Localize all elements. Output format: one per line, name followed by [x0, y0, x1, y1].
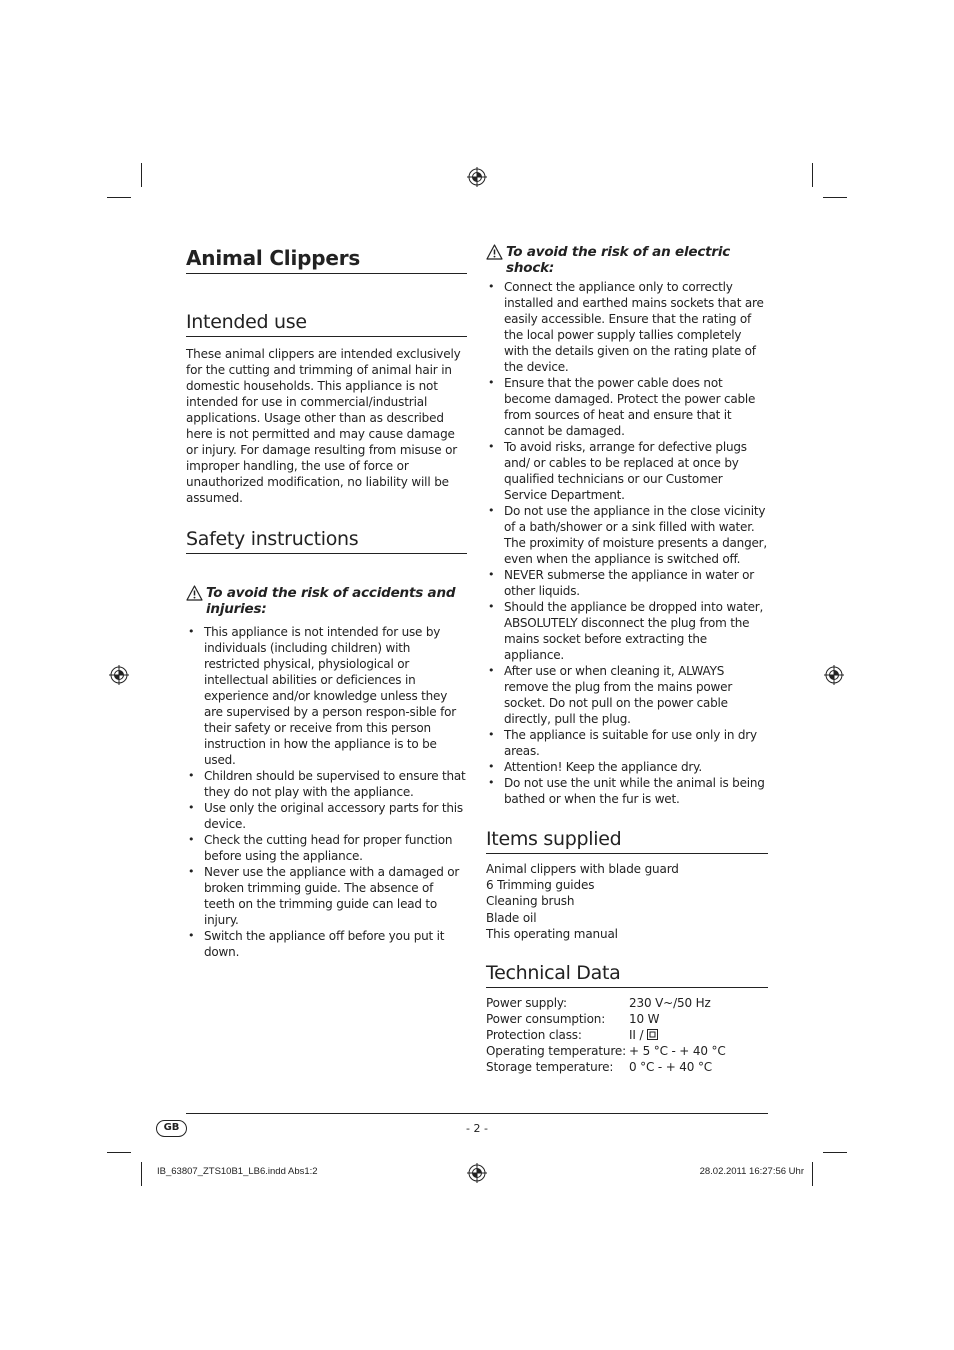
- shock-list: [486, 279, 768, 807]
- tech-value: 10 W: [629, 1012, 660, 1027]
- tech-value: II /: [629, 1028, 644, 1043]
- registration-mark-icon: [466, 166, 488, 188]
- technical-data-table: [486, 995, 726, 1075]
- page-number: - 2 -: [466, 1122, 488, 1135]
- list-item: • Use only the original accessory parts for this device.: [186, 800, 467, 832]
- list-item: • Never use the appliance with a damaged or broken trimming guide. The absence of teeth on the trimming guide can lead to injury.: [186, 864, 467, 928]
- list-item: • Do not use the appliance in the close vicinity of a bath/shower or a sink filled with water. The proximity of moisture presents a danger, even when the appliance is switched off.: [486, 503, 768, 567]
- intended-use-heading: Intended use: [186, 309, 467, 337]
- crop-mark-top-right-h: [823, 197, 847, 198]
- crop-mark-top-left-h: [107, 197, 131, 198]
- table-row: [486, 1059, 726, 1075]
- warning-triangle-icon: [186, 585, 203, 601]
- slug-timestamp: 28.02.2011 16:27:56 Uhr: [699, 1166, 804, 1177]
- table-row: [486, 1027, 726, 1043]
- table-row: [486, 1043, 726, 1059]
- footer-rule: [186, 1113, 768, 1114]
- list-item: • After use or when cleaning it, ALWAYS remove the plug from the mains power socket. Do not pull on the power cable directly, pull the plug.: [486, 663, 768, 727]
- tech-label: Storage temperature:: [486, 1060, 614, 1075]
- tech-value: 0 °C - + 40 °C: [629, 1060, 713, 1075]
- list-item: 6 Trimming guides: [486, 878, 595, 893]
- tech-value-cell: [629, 1027, 726, 1043]
- right-column: [486, 244, 768, 1075]
- list-item: • Check the cutting head for proper function before using the appliance.: [186, 832, 467, 864]
- registration-mark-icon: [823, 664, 845, 686]
- table-row: [486, 1011, 726, 1027]
- crop-mark-top-right-v: [812, 163, 813, 187]
- list-item: • Should the appliance be dropped into water, ABSOLUTELY disconnect the plug from the mains socket before extracting the appliance.: [486, 599, 768, 663]
- items-supplied-heading: Items supplied: [486, 826, 768, 854]
- crop-mark-bottom-right-v: [812, 1162, 813, 1186]
- table-row: [486, 995, 726, 1011]
- page-title: Animal Clippers: [186, 244, 467, 274]
- protection-class-ii-icon: [647, 1029, 658, 1040]
- language-badge: GB: [156, 1120, 187, 1137]
- shock-warning-heading: [486, 244, 768, 276]
- tech-value: 230 V~/50 Hz: [629, 996, 711, 1011]
- list-item: • This appliance is not intended for use by individuals (including children) with restricted physical, physiological or intellectual abilities or deficiences in experience and/or knowledge unless they are supervised by a person respon-sible for their safety or receive from this person instruction in how the appliance is to be used.: [186, 624, 467, 768]
- safety-heading: Safety instructions: [186, 526, 467, 554]
- registration-mark-icon: [108, 664, 130, 686]
- crop-mark-bottom-left-h: [107, 1152, 131, 1153]
- warning-triangle-icon: [486, 244, 503, 260]
- list-item: • Do not use the unit while the animal is being bathed or when the fur is wet.: [486, 775, 768, 807]
- list-item: • Connect the appliance only to correctly installed and earthed mains sockets that are easily accessible. Ensure that the rating of the local power supply tallies completely with the details given on the rating plate of the device.: [486, 279, 768, 375]
- intended-use-text: These animal clippers are intended exclusively for the cutting and trimming of animal hair in domestic households. This appliance is not intended for use in commercial/industrial applications. Usage other than as described here is not permitted and may cause damage or injury. For damage resulting from misuse or improper handling, the use of force or unauthorized modification, no liability will be assumed.: [186, 347, 461, 505]
- crop-mark-top-left-v: [141, 163, 142, 187]
- list-item: • The appliance is suitable for use only in dry areas.: [486, 727, 768, 759]
- registration-mark-icon: [466, 1162, 488, 1184]
- accidents-warning-heading: [186, 585, 467, 617]
- accidents-list: [186, 624, 467, 960]
- list-item: • Ensure that the power cable does not become damaged. Protect the power cable from sources of heat and ensure that it cannot be damaged.: [486, 375, 768, 439]
- tech-label: Protection class:: [486, 1028, 582, 1043]
- shock-warning-text: To avoid the risk of an electric shock:: [506, 244, 731, 276]
- list-item: • To avoid risks, arrange for defective plugs and/ or cables to be replaced at once by qualified technicians or our Customer Service Department.: [486, 439, 768, 503]
- tech-value: + 5 °C - + 40 °C: [629, 1044, 726, 1059]
- list-item: • Switch the appliance off before you put it down.: [186, 928, 467, 960]
- left-column: [186, 244, 467, 960]
- list-item: Cleaning brush: [486, 894, 575, 909]
- items-supplied-list: [486, 861, 768, 942]
- technical-data-heading: Technical Data: [486, 960, 768, 988]
- list-item: Blade oil: [486, 910, 537, 925]
- slug-file-info: IB_63807_ZTS10B1_LB6.indd Abs1:2: [157, 1166, 318, 1177]
- list-item: • NEVER submerse the appliance in water or other liquids.: [486, 567, 768, 599]
- tech-label: Operating temperature:: [486, 1044, 626, 1059]
- tech-label: Power supply:: [486, 996, 567, 1011]
- list-item: Animal clippers with blade guard: [486, 862, 679, 876]
- crop-mark-bottom-right-h: [823, 1152, 847, 1153]
- crop-mark-bottom-left-v: [141, 1162, 142, 1186]
- list-item: • Attention! Keep the appliance dry.: [486, 759, 768, 775]
- list-item: This operating manual: [486, 926, 618, 941]
- accidents-warning-text: To avoid the risk of accidents and injuries:: [206, 585, 456, 617]
- tech-label: Power consumption:: [486, 1012, 606, 1027]
- list-item: • Children should be supervised to ensure that they do not play with the appliance.: [186, 768, 467, 800]
